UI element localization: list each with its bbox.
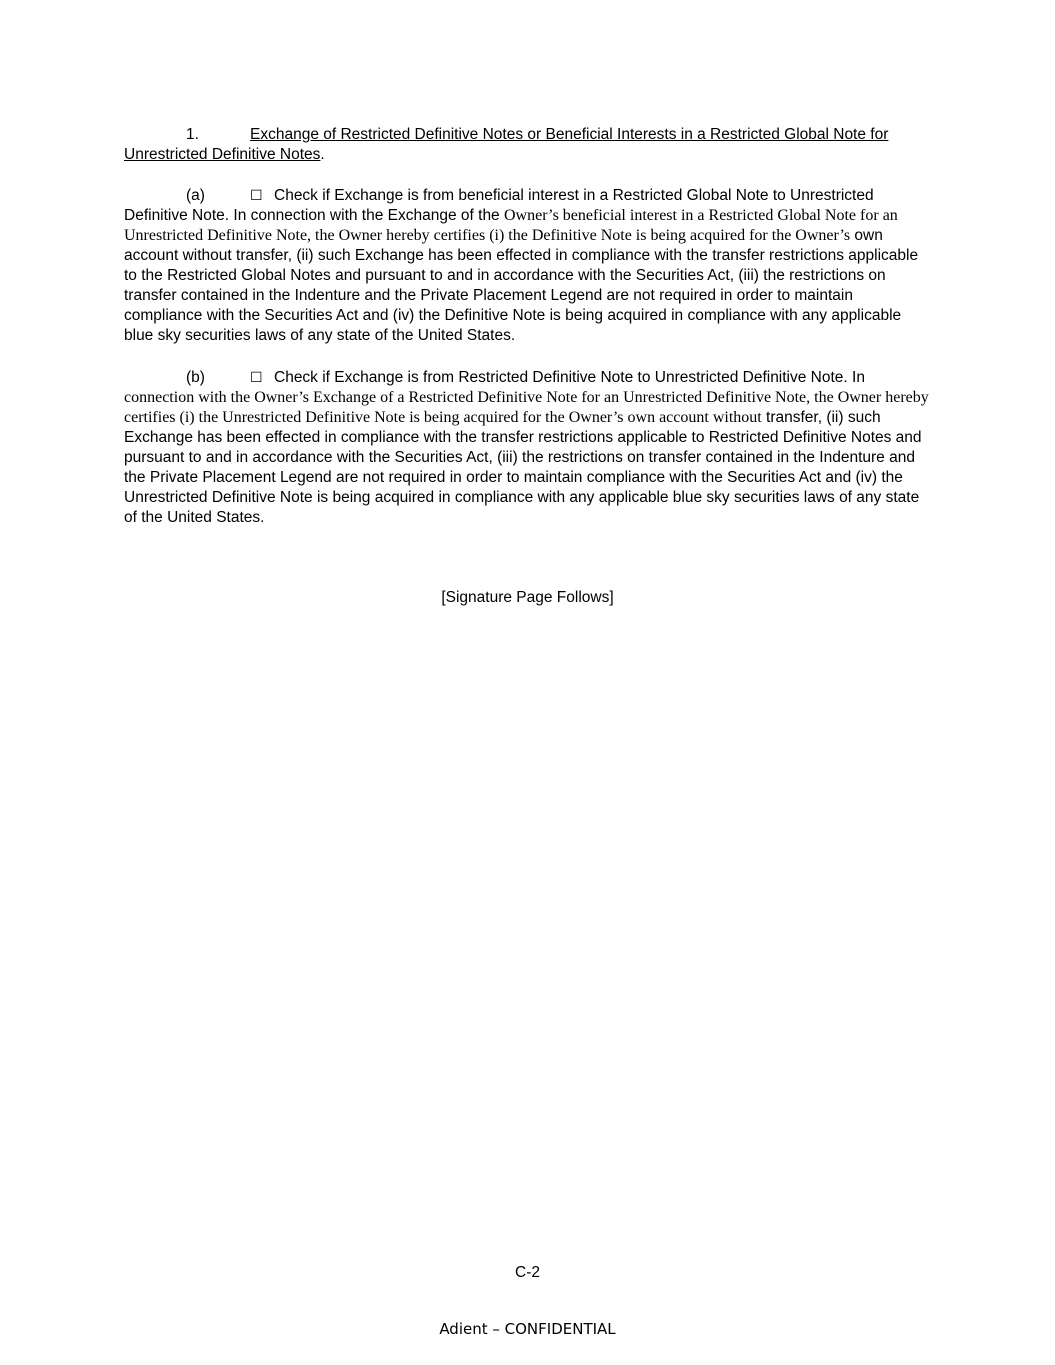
- paragraph-a-text-1: In connection with the Exchange of the: [229, 207, 504, 224]
- section-title-end: .: [320, 146, 325, 163]
- paragraph-b-text-serif: connection with the Owner’s Exchange of a Restricted Definitive Note for an Unrestricted Definitive Note, the Owner hereby certifies (i) the Unrestricted Definitive Note is being acquired for the Owner’s own account without: [124, 389, 929, 426]
- checkbox-icon[interactable]: ☐: [250, 188, 263, 204]
- confidential-footer: Adient – CONFIDENTIAL: [439, 1320, 616, 1338]
- paragraph-a-text-serif: Owner’s beneficial interest in a Restricted Global Note for an Unrestricted Definitive Note, the Owner hereby certifies (i) the Definitive Note is being acquired for the Owner’s: [124, 207, 898, 244]
- paragraph-a-marker: (a): [186, 187, 205, 204]
- paragraph-b-lead: Check if Exchange is from Restricted Definitive Note to Unrestricted Definitive Note.: [274, 369, 848, 386]
- paragraph-a-lead: Check if Exchange is from beneficial interest in a Restricted Global Note to Unrestricted Definitive Note.: [124, 187, 874, 224]
- paragraph-b: [124, 368, 934, 528]
- section-number: 1.: [186, 126, 199, 143]
- page-number: C-2: [515, 1264, 540, 1281]
- signature-page-note: [Signature Page Follows]: [441, 589, 614, 606]
- paragraph-a-text-2: own account without transfer, (ii) such Exchange has been effected in compliance with the transfer restrictions applicable to the Restricted Global Notes and pursuant to and in accordance with the Securities Act, (iii) the restrictions on transfer contained in the Indenture and the Private Placement Legend are not required in order to maintain compliance with the Securities Act and (iv) the Definitive Note is being acquired in compliance with any applicable blue sky securities laws of any state of the United States.: [124, 227, 919, 344]
- paragraph-b-marker: (b): [186, 369, 205, 386]
- checkbox-icon[interactable]: ☐: [250, 370, 263, 386]
- paragraph-b-text-2: transfer, (ii) such Exchange has been effected in compliance with the transfer restrictions applicable to Restricted Definitive Notes and pursuant to and in accordance with the Securities Act, (iii) the restrictions on transfer contained in the Indenture and the Private Placement Legend are not required in order to maintain compliance with the Securities Act and (iv) the Unrestricted Definitive Note is being acquired in compliance with any applicable blue sky securities laws of any state of the United States.: [124, 409, 922, 526]
- section-title: Exchange of Restricted Definitive Notes or Beneficial Interests in a Restricted Global Note for Unrestricted Definitive Notes: [124, 126, 889, 163]
- paragraph-a: [124, 186, 934, 346]
- section-heading: [124, 125, 934, 165]
- paragraph-b-text-1: In: [847, 369, 865, 386]
